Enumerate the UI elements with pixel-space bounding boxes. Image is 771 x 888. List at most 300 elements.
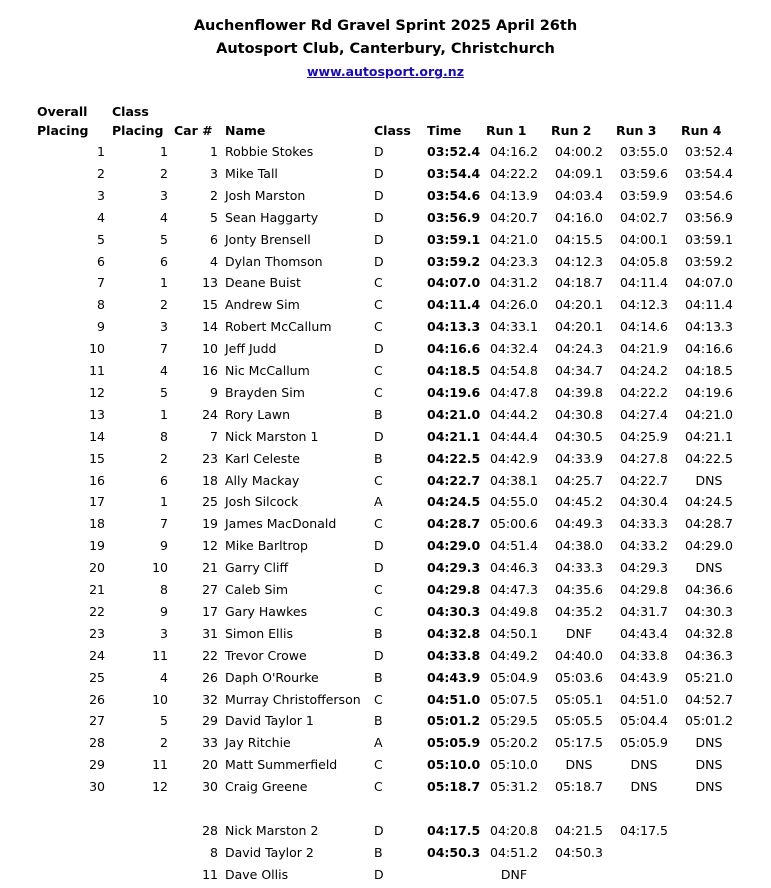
class: C <box>374 275 383 290</box>
class: B <box>374 407 383 422</box>
class: D <box>374 538 384 553</box>
best-time: 04:21.1 <box>427 429 481 444</box>
run1: 04:32.4 <box>490 341 538 356</box>
table-row <box>0 186 771 206</box>
run1: 04:51.2 <box>490 845 538 860</box>
table-row <box>0 164 771 184</box>
class: C <box>374 473 383 488</box>
best-time: 04:43.9 <box>427 670 481 685</box>
class: A <box>374 735 383 750</box>
run4: 04:30.3 <box>685 604 733 619</box>
overall-placing: 8 <box>97 297 105 312</box>
run1: 04:44.2 <box>490 407 538 422</box>
run2: 04:33.9 <box>555 451 603 466</box>
table-row <box>0 273 771 293</box>
car-number: 28 <box>202 823 218 838</box>
class-placing: 5 <box>160 232 168 247</box>
driver-name: Andrew Sim <box>225 297 300 312</box>
class: B <box>374 626 383 641</box>
run4: 04:07.0 <box>685 275 733 290</box>
run2: 04:20.1 <box>555 319 603 334</box>
overall-placing: 19 <box>89 538 105 553</box>
best-time: 05:05.9 <box>427 735 481 750</box>
table-row <box>0 405 771 425</box>
driver-name: Robbie Stokes <box>225 144 314 159</box>
run2: 04:09.1 <box>555 166 603 181</box>
car-number: 16 <box>202 363 218 378</box>
run3: 04:43.4 <box>620 626 668 641</box>
overall-placing: 2 <box>97 166 105 181</box>
class-placing: 2 <box>160 166 168 181</box>
car-number: 27 <box>202 582 218 597</box>
run1: 04:51.4 <box>490 538 538 553</box>
driver-name: Robert McCallum <box>225 319 332 334</box>
car-number: 6 <box>210 232 218 247</box>
run3: 04:27.4 <box>620 407 668 422</box>
driver-name: Dylan Thomson <box>225 254 323 269</box>
run3: 04:29.3 <box>620 560 668 575</box>
class-placing: 4 <box>160 670 168 685</box>
table-row <box>0 668 771 688</box>
run2: 04:34.7 <box>555 363 603 378</box>
run3: 04:21.9 <box>620 341 668 356</box>
driver-name: Nick Marston 2 <box>225 823 319 838</box>
run1: 05:00.6 <box>490 516 538 531</box>
run2: 04:50.3 <box>555 845 603 860</box>
table-row <box>0 383 771 403</box>
class: D <box>374 210 384 225</box>
car-number: 20 <box>202 757 218 772</box>
overall-placing: 11 <box>89 363 105 378</box>
driver-name: David Taylor 1 <box>225 713 314 728</box>
class-placing: 4 <box>160 210 168 225</box>
class-placing: 9 <box>160 538 168 553</box>
best-time: 04:11.4 <box>427 297 481 312</box>
run4: 03:52.4 <box>685 144 733 159</box>
class-placing: 9 <box>160 604 168 619</box>
overall-placing: 23 <box>89 626 105 641</box>
table-row <box>0 690 771 710</box>
class-placing: 10 <box>152 692 168 707</box>
run4: 05:21.0 <box>685 670 733 685</box>
best-time: 04:17.5 <box>427 823 481 838</box>
run2: 04:12.3 <box>555 254 603 269</box>
table-row <box>0 230 771 250</box>
run4: 04:36.6 <box>685 582 733 597</box>
table-row <box>0 843 771 863</box>
run1: 04:13.9 <box>490 188 538 203</box>
car-number: 13 <box>202 275 218 290</box>
table-row <box>0 536 771 556</box>
run3: 05:05.9 <box>620 735 668 750</box>
driver-name: Mike Tall <box>225 166 278 181</box>
class-placing: 4 <box>160 363 168 378</box>
overall-placing: 18 <box>89 516 105 531</box>
run3: 04:12.3 <box>620 297 668 312</box>
run3: 04:33.8 <box>620 648 668 663</box>
table-row <box>0 733 771 753</box>
table-row <box>0 471 771 491</box>
run2: 04:18.7 <box>555 275 603 290</box>
class-placing: 11 <box>152 648 168 663</box>
run4: 04:21.0 <box>685 407 733 422</box>
run3: 03:59.6 <box>620 166 668 181</box>
best-time: 05:10.0 <box>427 757 481 772</box>
best-time: 03:54.6 <box>427 188 481 203</box>
class: C <box>374 297 383 312</box>
class-placing: 11 <box>152 757 168 772</box>
overall-placing: 10 <box>89 341 105 356</box>
best-time: 04:18.5 <box>427 363 481 378</box>
overall-placing: 27 <box>89 713 105 728</box>
class-placing: 6 <box>160 473 168 488</box>
class: D <box>374 188 384 203</box>
class-placing: 5 <box>160 385 168 400</box>
overall-placing: 26 <box>89 692 105 707</box>
best-time: 03:52.4 <box>427 144 481 159</box>
table-row <box>0 711 771 731</box>
run3: 04:24.2 <box>620 363 668 378</box>
driver-name: David Taylor 2 <box>225 845 314 860</box>
car-number: 23 <box>202 451 218 466</box>
run4: 04:36.3 <box>685 648 733 663</box>
class: D <box>374 166 384 181</box>
table-row <box>0 777 771 797</box>
run2: 05:05.5 <box>555 713 603 728</box>
run1: 04:50.1 <box>490 626 538 641</box>
run3: 04:05.8 <box>620 254 668 269</box>
run1: 04:49.2 <box>490 648 538 663</box>
run2: 04:03.4 <box>555 188 603 203</box>
overall-placing: 4 <box>97 210 105 225</box>
run2: 04:35.2 <box>555 604 603 619</box>
driver-name: Karl Celeste <box>225 451 300 466</box>
class-placing: 1 <box>160 275 168 290</box>
run2: 04:39.8 <box>555 385 603 400</box>
table-row <box>0 208 771 228</box>
driver-name: Josh Marston <box>225 188 306 203</box>
run1: 04:33.1 <box>490 319 538 334</box>
run2: 04:00.2 <box>555 144 603 159</box>
run2: 04:15.5 <box>555 232 603 247</box>
best-time: 04:29.0 <box>427 538 481 553</box>
class-placing: 1 <box>160 407 168 422</box>
run3: 04:43.9 <box>620 670 668 685</box>
driver-name: Rory Lawn <box>225 407 291 422</box>
class: C <box>374 757 383 772</box>
header-row-top <box>0 102 771 122</box>
run4: 04:16.6 <box>685 341 733 356</box>
best-time: 03:59.2 <box>427 254 481 269</box>
best-time: 03:56.9 <box>427 210 481 225</box>
run2: 04:38.0 <box>555 538 603 553</box>
class-placing: 3 <box>160 626 168 641</box>
run4: 04:22.5 <box>685 451 733 466</box>
class-placing: 1 <box>160 144 168 159</box>
class-placing: 12 <box>152 779 168 794</box>
car-number: 2 <box>210 188 218 203</box>
run3: 04:11.4 <box>620 275 668 290</box>
run1: 04:42.9 <box>490 451 538 466</box>
driver-name: Deane Buist <box>225 275 301 290</box>
run3: 04:22.2 <box>620 385 668 400</box>
best-time: 04:19.6 <box>427 385 481 400</box>
run2: 04:45.2 <box>555 494 603 509</box>
run3: 04:33.2 <box>620 538 668 553</box>
overall-placing: 1 <box>97 144 105 159</box>
run3: 04:02.7 <box>620 210 668 225</box>
car-number: 8 <box>210 845 218 860</box>
car-number: 7 <box>210 429 218 444</box>
run4: DNS <box>695 757 723 772</box>
run3: 04:33.3 <box>620 516 668 531</box>
run1: DNF <box>500 867 528 882</box>
driver-name: Sean Haggarty <box>225 210 319 225</box>
overall-placing: 16 <box>89 473 105 488</box>
car-number: 32 <box>202 692 218 707</box>
car-number: 29 <box>202 713 218 728</box>
run4: 03:54.6 <box>685 188 733 203</box>
table-row <box>0 317 771 337</box>
run1: 04:16.2 <box>490 144 538 159</box>
class-placing: 7 <box>160 516 168 531</box>
run4: 04:18.5 <box>685 363 733 378</box>
car-number: 4 <box>210 254 218 269</box>
class: D <box>374 429 384 444</box>
col-name: Name <box>225 123 266 138</box>
table-row <box>0 580 771 600</box>
car-number: 26 <box>202 670 218 685</box>
driver-name: Jonty Brensell <box>225 232 311 247</box>
overall-placing: 20 <box>89 560 105 575</box>
run1: 04:22.2 <box>490 166 538 181</box>
run3: 03:55.0 <box>620 144 668 159</box>
driver-name: Daph O'Rourke <box>225 670 319 685</box>
event-subtitle: Autosport Club, Canterbury, Christchurch <box>216 41 555 57</box>
run4: 04:28.7 <box>685 516 733 531</box>
run3: 04:51.0 <box>620 692 668 707</box>
run2: 04:33.3 <box>555 560 603 575</box>
event-title: Auchenflower Rd Gravel Sprint 2025 April 26th <box>193 18 578 34</box>
driver-name: Jeff Judd <box>225 341 277 356</box>
run1: 04:23.3 <box>490 254 538 269</box>
driver-name: Trevor Crowe <box>225 648 307 663</box>
table-row <box>0 821 771 841</box>
driver-name: Murray Christofferson <box>225 692 361 707</box>
col-run3: Run 3 <box>616 123 657 138</box>
class: D <box>374 254 384 269</box>
run4: 03:59.1 <box>685 232 733 247</box>
run2: 04:30.8 <box>555 407 603 422</box>
driver-name: Garry Cliff <box>225 560 289 575</box>
table-row <box>0 865 771 885</box>
best-time: 04:33.8 <box>427 648 481 663</box>
class: B <box>374 670 383 685</box>
car-number: 18 <box>202 473 218 488</box>
class: C <box>374 582 383 597</box>
table-row <box>0 295 771 315</box>
run4: 04:21.1 <box>685 429 733 444</box>
run2: 04:16.0 <box>555 210 603 225</box>
car-number: 12 <box>202 538 218 553</box>
overall-placing: 30 <box>89 779 105 794</box>
table-row <box>0 427 771 447</box>
run2: 04:49.3 <box>555 516 603 531</box>
driver-name: Jay Ritchie <box>225 735 291 750</box>
car-number: 14 <box>202 319 218 334</box>
col-class-placing: Placing <box>112 123 164 138</box>
overall-placing: 7 <box>97 275 105 290</box>
run2: 04:25.7 <box>555 473 603 488</box>
run2: 05:18.7 <box>555 779 603 794</box>
best-time: 03:54.4 <box>427 166 481 181</box>
run1: 05:07.5 <box>490 692 538 707</box>
table-row <box>0 492 771 512</box>
car-number: 10 <box>202 341 218 356</box>
driver-name: Caleb Sim <box>225 582 289 597</box>
run2: 04:20.1 <box>555 297 603 312</box>
table-row <box>0 142 771 162</box>
best-time: 04:30.3 <box>427 604 481 619</box>
car-number: 19 <box>202 516 218 531</box>
run4: 04:32.8 <box>685 626 733 641</box>
driver-name: Simon Ellis <box>225 626 293 641</box>
run3: 04:30.4 <box>620 494 668 509</box>
car-number: 11 <box>202 867 218 882</box>
table-row <box>0 252 771 272</box>
run4: 04:11.4 <box>685 297 733 312</box>
overall-placing: 15 <box>89 451 105 466</box>
table-row <box>0 339 771 359</box>
overall-placing: 25 <box>89 670 105 685</box>
driver-name: Nick Marston 1 <box>225 429 319 444</box>
run3: 04:25.9 <box>620 429 668 444</box>
overall-placing: 6 <box>97 254 105 269</box>
best-time: 04:24.5 <box>427 494 481 509</box>
run3: 04:29.8 <box>620 582 668 597</box>
best-time: 04:07.0 <box>427 275 481 290</box>
run1: 04:47.8 <box>490 385 538 400</box>
class-placing: 1 <box>160 494 168 509</box>
best-time: 03:59.1 <box>427 232 481 247</box>
driver-name: Ally Mackay <box>225 473 300 488</box>
run2: DNS <box>565 757 593 772</box>
car-number: 3 <box>210 166 218 181</box>
run2: DNF <box>565 626 593 641</box>
driver-name: Nic McCallum <box>225 363 310 378</box>
run1: 04:26.0 <box>490 297 538 312</box>
class: A <box>374 494 383 509</box>
class: C <box>374 319 383 334</box>
run1: 05:10.0 <box>490 757 538 772</box>
col-run4: Run 4 <box>681 123 722 138</box>
table-row <box>0 646 771 666</box>
class: D <box>374 867 384 882</box>
class-placing: 5 <box>160 713 168 728</box>
run2: 04:40.0 <box>555 648 603 663</box>
class-placing: 2 <box>160 451 168 466</box>
car-number: 30 <box>202 779 218 794</box>
table-row <box>0 514 771 534</box>
run3: 04:27.8 <box>620 451 668 466</box>
car-number: 25 <box>202 494 218 509</box>
run4: 04:24.5 <box>685 494 733 509</box>
col-class: Class <box>374 123 411 138</box>
run1: 04:20.8 <box>490 823 538 838</box>
class: B <box>374 451 383 466</box>
class: D <box>374 648 384 663</box>
run2: 05:05.1 <box>555 692 603 707</box>
overall-placing: 21 <box>89 582 105 597</box>
table-row <box>0 449 771 469</box>
run3: 04:14.6 <box>620 319 668 334</box>
driver-name: Josh Silcock <box>225 494 299 509</box>
best-time: 05:18.7 <box>427 779 481 794</box>
run1: 04:55.0 <box>490 494 538 509</box>
table-row <box>0 624 771 644</box>
driver-name: Mike Barltrop <box>225 538 308 553</box>
driver-name: Dave Ollis <box>225 867 289 882</box>
driver-name: Craig Greene <box>225 779 308 794</box>
best-time: 04:29.3 <box>427 560 481 575</box>
website-link[interactable]: www.autosport.org.nz <box>307 64 464 79</box>
run1: 05:31.2 <box>490 779 538 794</box>
best-time: 04:16.6 <box>427 341 481 356</box>
class: C <box>374 779 383 794</box>
run3: 04:22.7 <box>620 473 668 488</box>
car-number: 21 <box>202 560 218 575</box>
run4: DNS <box>695 473 723 488</box>
overall-placing: 9 <box>97 319 105 334</box>
run4: 04:13.3 <box>685 319 733 334</box>
best-time: 04:13.3 <box>427 319 481 334</box>
car-number: 5 <box>210 210 218 225</box>
run1: 05:20.2 <box>490 735 538 750</box>
car-number: 33 <box>202 735 218 750</box>
overall-placing: 5 <box>97 232 105 247</box>
class: B <box>374 845 383 860</box>
run2: 04:24.3 <box>555 341 603 356</box>
class: C <box>374 604 383 619</box>
class: D <box>374 560 384 575</box>
driver-name: James MacDonald <box>225 516 337 531</box>
class: D <box>374 341 384 356</box>
col-car: Car # <box>174 123 213 138</box>
table-row <box>0 361 771 381</box>
driver-name: Brayden Sim <box>225 385 305 400</box>
overall-placing: 14 <box>89 429 105 444</box>
car-number: 1 <box>210 144 218 159</box>
run2: 05:17.5 <box>555 735 603 750</box>
run4: 04:19.6 <box>685 385 733 400</box>
class: C <box>374 692 383 707</box>
class-placing: 10 <box>152 560 168 575</box>
overall-placing: 3 <box>97 188 105 203</box>
run1: 04:21.0 <box>490 232 538 247</box>
class: B <box>374 713 383 728</box>
table-row <box>0 558 771 578</box>
run3: DNS <box>630 757 658 772</box>
run2: 05:03.6 <box>555 670 603 685</box>
run1: 04:20.7 <box>490 210 538 225</box>
col-class-top: Class <box>112 104 149 119</box>
overall-placing: 12 <box>89 385 105 400</box>
run1: 04:38.1 <box>490 473 538 488</box>
class: D <box>374 144 384 159</box>
overall-placing: 28 <box>89 735 105 750</box>
run1: 04:54.8 <box>490 363 538 378</box>
class: C <box>374 516 383 531</box>
